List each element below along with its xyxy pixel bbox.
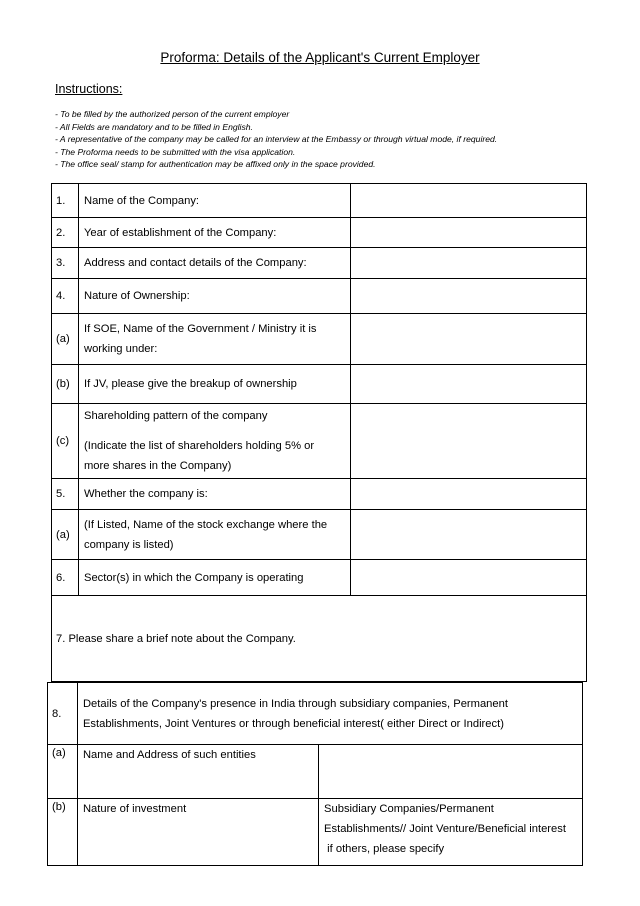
label-line: If SOE, Name of the Government / Ministry it is	[83, 323, 317, 335]
instruction-item: - To be filled by the authorized person of the current employer	[55, 109, 290, 119]
entities-field[interactable]	[319, 745, 583, 799]
year-established-field[interactable]	[350, 218, 586, 248]
soe-ministry-label	[78, 314, 350, 365]
table-row	[48, 683, 583, 745]
company-name-field[interactable]	[350, 184, 586, 218]
table-row	[52, 248, 587, 279]
label-line: working under:	[83, 343, 158, 355]
label-line: Details of the Company's presence in India through subsidiary companies, Permanent	[82, 697, 508, 710]
instructions-heading: Instructions:	[55, 82, 123, 96]
instruction-item: - The Proforma needs to be submitted with the visa application.	[55, 146, 296, 157]
company-status-label: Whether the company is:	[78, 479, 350, 510]
label-line: Establishments, Joint Ventures or through beneficial interest( either Direct or Indirect)	[82, 717, 504, 730]
india-presence-table	[47, 682, 583, 866]
label-line: (If Listed, Name of the stock exchange where the	[83, 518, 328, 531]
row-number: 3.	[52, 248, 79, 279]
address-contact-label: Address and contact details of the Company:	[78, 248, 350, 279]
row-number: 1.	[52, 184, 79, 218]
table-row	[52, 560, 587, 596]
row-number: 8.	[48, 683, 78, 745]
year-established-label: Year of establishment of the Company:	[78, 218, 350, 248]
investment-field[interactable]	[319, 799, 583, 866]
table-row	[52, 218, 587, 248]
sector-field[interactable]	[350, 560, 586, 596]
row-number: 5.	[52, 479, 79, 510]
india-presence-label	[77, 683, 582, 745]
row-number: 6.	[52, 560, 79, 596]
company-details-table	[51, 183, 587, 682]
jv-breakup-field[interactable]	[350, 365, 586, 404]
value-line: Establishments// Joint Venture/Beneficial interest	[324, 823, 566, 835]
ownership-field[interactable]	[350, 279, 586, 314]
company-status-field[interactable]	[350, 479, 586, 510]
stock-exchange-label	[78, 510, 350, 560]
company-name-label: Name of the Company:	[78, 184, 350, 218]
row-number: (b)	[48, 799, 78, 866]
soe-ministry-field[interactable]	[350, 314, 586, 365]
table-row	[52, 184, 587, 218]
table-row	[52, 365, 587, 404]
label-line: Shareholding pattern of the company	[83, 410, 268, 422]
jv-breakup-label: If JV, please give the breakup of ownership	[78, 365, 350, 404]
investment-label: Nature of investment	[77, 799, 318, 866]
row-number: 2.	[52, 218, 79, 248]
table-row	[48, 745, 583, 799]
value-line: if others, please specify	[324, 843, 445, 855]
shareholding-field[interactable]	[350, 404, 586, 479]
table-row	[52, 596, 587, 682]
company-note-label: 7. Please share a brief note about the Company.	[56, 632, 296, 645]
row-number: 4.	[52, 279, 79, 314]
sector-label: Sector(s) in which the Company is operating	[78, 560, 350, 596]
row-number: (b)	[52, 365, 79, 404]
row-number: (a)	[48, 745, 78, 799]
entities-label: Name and Address of such entities	[77, 745, 318, 799]
row-number: (c)	[52, 404, 79, 479]
table-row	[48, 799, 583, 866]
table-row	[52, 314, 587, 365]
label-line: more shares in the Company)	[83, 460, 232, 472]
table-row	[52, 479, 587, 510]
address-contact-field[interactable]	[350, 248, 586, 279]
label-line: company is listed)	[83, 538, 174, 551]
value-line: Subsidiary Companies/Permanent	[324, 803, 494, 815]
instruction-item: - A representative of the company may be called for an interview at the Embassy or through virtual mode, if required.	[55, 134, 498, 145]
row-number: (a)	[52, 510, 79, 560]
company-note-field[interactable]	[52, 596, 587, 682]
row-number: (a)	[52, 314, 79, 365]
instruction-item: - All Fields are mandatory and to be filled in English.	[55, 121, 253, 132]
ownership-label: Nature of Ownership:	[78, 279, 350, 314]
stock-exchange-field[interactable]	[350, 510, 586, 560]
shareholding-label	[78, 404, 350, 479]
instruction-item: - The office seal/ stamp for authentication may be affixed only in the space provided.	[55, 159, 376, 170]
instructions-list	[55, 108, 497, 171]
label-line: (Indicate the list of shareholders holding 5% or	[83, 440, 315, 452]
table-row	[52, 404, 587, 479]
table-row	[52, 279, 587, 314]
table-row	[52, 510, 587, 560]
page-title: Proforma: Details of the Applicant's Current Employer	[160, 50, 480, 65]
